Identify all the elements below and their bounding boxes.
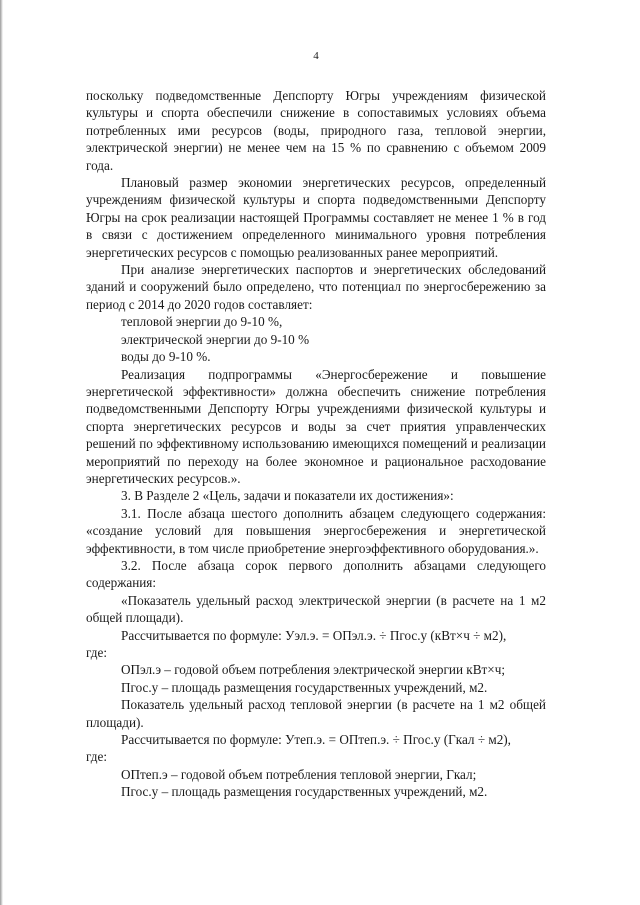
formula-electric: Рассчитывается по формуле: Уэл.э. = ОПэл.э. ÷ Пгос.у (кВт×ч ÷ м2), <box>121 627 507 643</box>
definition-p-gos: Пгос.у – площадь размещения государственных учреждений, м2. <box>121 679 488 695</box>
definition-p-gos: Пгос.у – площадь размещения государственных учреждений, м2. <box>121 784 488 800</box>
list-item-heat: тепловой энергии до 9-10 %, <box>121 314 283 330</box>
where-label: где: <box>86 645 107 660</box>
list-item-water: воды до 9-10 %. <box>121 349 211 365</box>
paragraph-heat-indicator: Показатель удельный расход тепловой энергии (в расчете на 1 м2 общей площади). <box>86 697 546 730</box>
scan-edge <box>0 0 3 905</box>
body-text <box>86 87 546 801</box>
list-item-electricity: электрической энергии до 9-10 % <box>121 331 310 347</box>
paragraph-3-2: 3.2. После абзаца сорок первого дополнить абзацами следующего содержания: <box>86 557 546 591</box>
paragraph-savings-plan: Плановый размер экономии энергетических ресурсов, определенный учреждениям физической культуры и спорта подведомственными Депспорту Югры на срок реализации настоящей Программы составляет не менее 1 % в год в связи с достижением определенного минимального уровня потребления энергетических ресурсов с помощью реализованных ранее мероприятий. <box>86 175 546 260</box>
section-heading-3: 3. В Разделе 2 «Цель, задачи и показатели их достижения»: <box>121 488 454 504</box>
paragraph-analysis: При анализе энергетических паспортов и энергетических обследований зданий и сооружений было определено, что потенциал по энергосбережению за период с 2014 до 2020 годов составляет: <box>86 262 546 312</box>
where-label: где: <box>86 749 107 765</box>
paragraph-subprogram: Реализация подпрограммы «Энергосбережение и повышение энергетической эффективности» должна обеспечить снижение потребления подведомственными Депспорту Югры учреждениями физической культуры и спорта энергетических ресурсов и воды за счет приятия управленческих решений по эффективному использованию имеющихся помещений и реализации мероприятий по переходу на более экономное и рациональное расходование энергетических ресурсов.». <box>86 366 546 486</box>
definition-op-tep: ОПтеп.э – годовой объем потребления тепловой энергии, Гкал; <box>121 766 477 782</box>
definition-op-el: ОПэл.э – годовой объем потребления электрической энергии кВт×ч; <box>121 662 506 678</box>
paragraph-continuation: поскольку подведомственные Депспорту Югры учреждениям физической культуры и спорта обеспечили снижение в сопоставимых условиях объема потребленных ими ресурсов (воды, природного газа, тепловой энергии, электрической энергии) не менее чем на 15 % по сравнению с объемом 2009 года. <box>86 88 546 173</box>
paragraph-3-1: 3.1. После абзаца шестого дополнить абзацем следующего содержания: «создание условий для повышения энергосбережения и энергетической эффективности, в том числе приобретение энергоэффективного оборудования.». <box>86 505 546 556</box>
page-number: 4 <box>313 50 319 62</box>
formula-heat: Рассчитывается по формуле: Утеп.э. = ОПтеп.э. ÷ Пгос.у (Гкал ÷ м2), <box>121 732 511 748</box>
paragraph-electric-indicator: «Показатель удельный расход электрической энергии (в расчете на 1 м2 общей площади). <box>86 592 546 626</box>
